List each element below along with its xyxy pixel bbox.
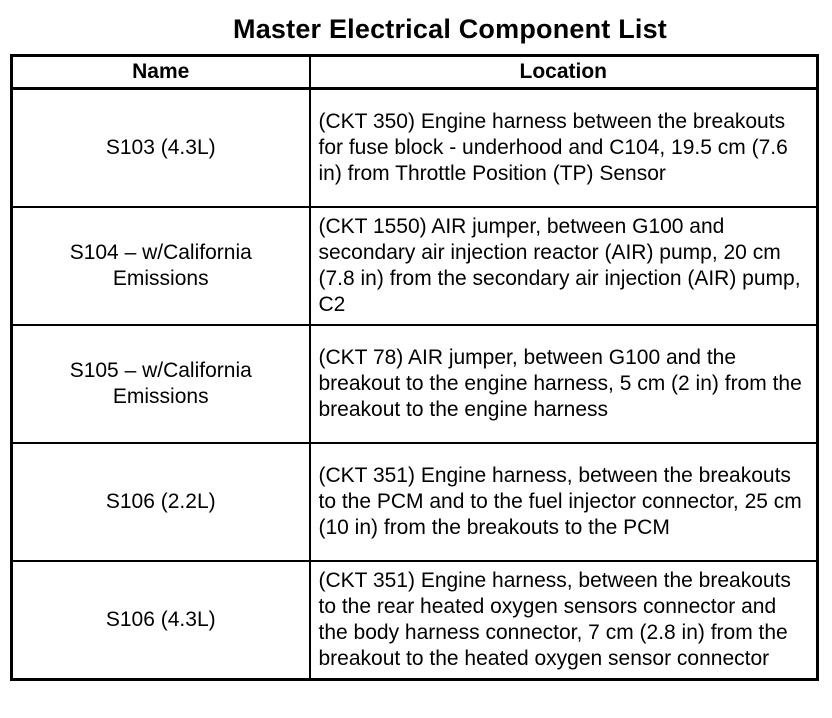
component-location-cell: (CKT 351) Engine harness, between the breakouts to the PCM and to the fuel injector connector, 25 cm (10 in) from the breakouts to the PCM xyxy=(310,443,818,561)
component-table xyxy=(10,54,819,681)
component-name-cell: S106 (4.3L) xyxy=(12,561,310,680)
component-location-cell: (CKT 351) Engine harness, between the breakouts to the rear heated oxygen sensors connector and the body harness connector, 7 cm (2.8 in) from the breakout to the heated oxygen sensor connector xyxy=(310,561,818,680)
table-row xyxy=(12,207,818,325)
table-row xyxy=(12,443,818,561)
table-row xyxy=(12,89,818,208)
column-header-location: Location xyxy=(310,56,818,89)
page-title: Master Electrical Component List xyxy=(233,14,667,44)
component-location-cell: (CKT 1550) AIR jumper, between G100 and secondary air injection reactor (AIR) pump, 20 cm (7.8 in) from the secondary air injection (AIR) pump, C2 xyxy=(310,207,818,325)
component-name-cell: S103 (4.3L) xyxy=(12,89,310,208)
column-header-name: Name xyxy=(12,56,310,89)
component-name-cell: S106 (2.2L) xyxy=(12,443,310,561)
component-name-cell: S105 – w/California Emissions xyxy=(12,325,310,443)
component-location-cell: (CKT 350) Engine harness between the breakouts for fuse block - underhood and C104, 19.5 cm (7.6 in) from Throttle Position (TP) Sensor xyxy=(310,89,818,208)
table-row xyxy=(12,561,818,680)
component-name-cell: S104 – w/California Emissions xyxy=(12,207,310,325)
component-location-cell: (CKT 78) AIR jumper, between G100 and the breakout to the engine harness, 5 cm (2 in) from the breakout to the engine harness xyxy=(310,325,818,443)
table-header-row xyxy=(12,56,818,89)
table-row xyxy=(12,325,818,443)
